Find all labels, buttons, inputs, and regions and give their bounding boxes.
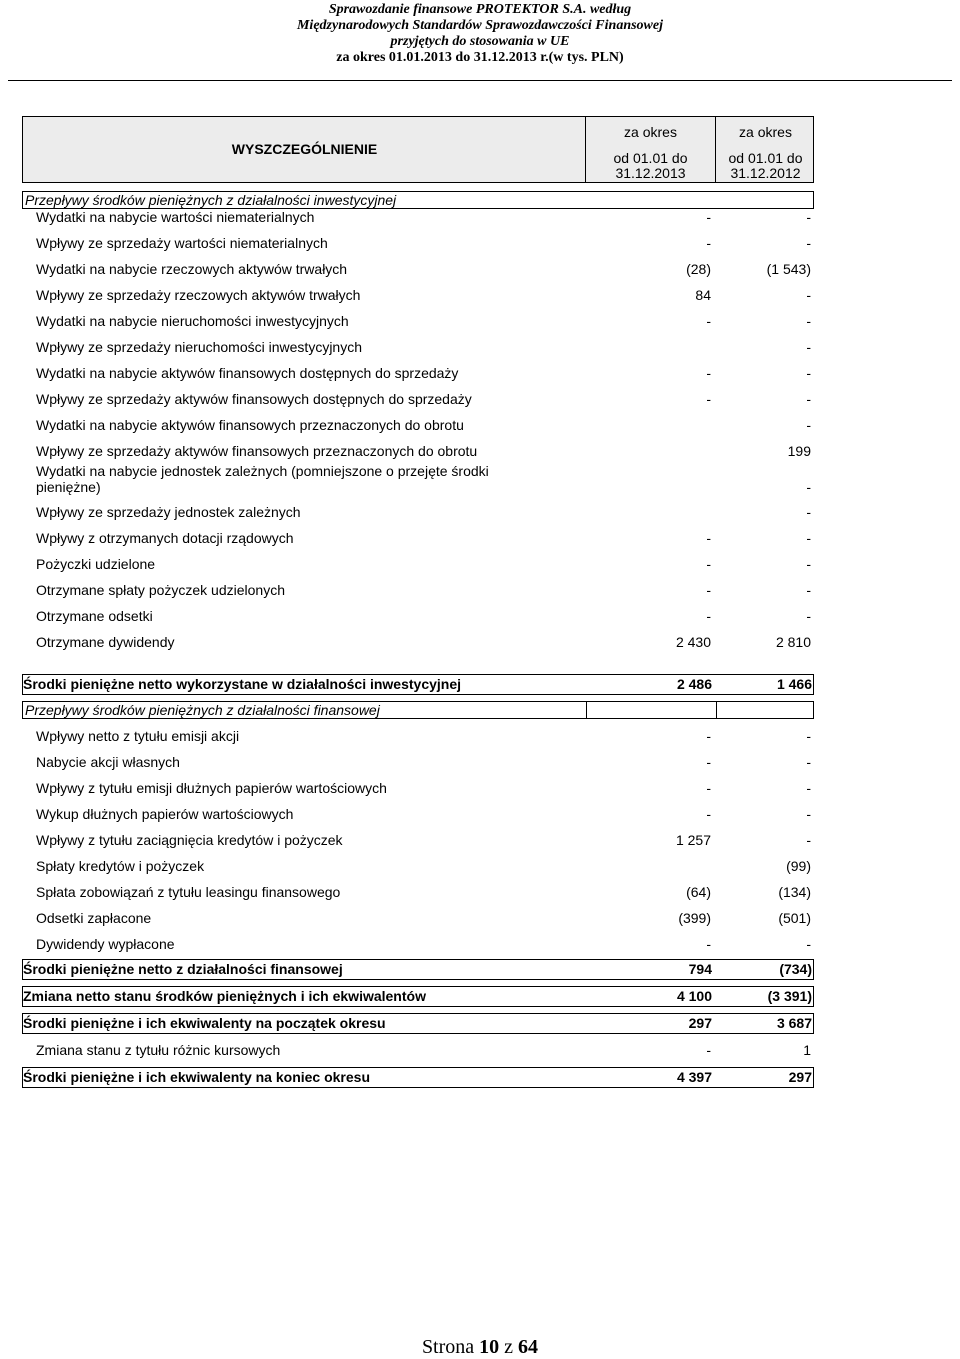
section-financing-heading: Przepływy środków pieniężnych z działalności finansowej	[22, 701, 814, 719]
page-number: Strona 10 z 64	[421, 1336, 539, 1358]
report-title-line-2: Międzynarodowych Standardów Sprawozdawczości Finansowej	[296, 18, 663, 33]
beginning-balance-row: Środki pieniężne i ich ekwiwalenty na początek okresu 297 3 687	[22, 1013, 814, 1034]
column-header-2013: za okres od 01.01 do 31.12.2013	[586, 117, 716, 182]
investing-total-row: Środki pieniężne netto wykorzystane w działalności inwestycyjnej 2 486 1 466	[22, 674, 814, 695]
column-header-2012: za okres od 01.01 do 31.12.2012	[728, 124, 803, 181]
report-period: za okres 01.01.2013 do 31.12.2013 r.(w tys. PLN)	[336, 50, 624, 65]
report-title-line-1: Sprawozdanie finansowe PROTEKTOR S.A. według	[328, 2, 632, 17]
section-investing-heading: Przepływy środków pieniężnych z działalności inwestycyjnej	[22, 191, 814, 209]
report-title-line-3: przyjętych do stosowania w UE	[390, 34, 570, 49]
header-divider	[8, 80, 952, 81]
column-title-description: WYSZCZEGÓLNIENIE	[231, 141, 378, 157]
ending-balance-row: Środki pieniężne i ich ekwiwalenty na koniec okresu 4 397 297	[22, 1067, 814, 1088]
net-change-row: Zmiana netto stanu środków pieniężnych i ich ekwiwalentów 4 100 (3 391)	[22, 986, 814, 1007]
financing-total-row: Środki pieniężne netto z działalności finansowej 794 (734)	[22, 959, 814, 980]
cashflow-table-header	[22, 116, 814, 183]
